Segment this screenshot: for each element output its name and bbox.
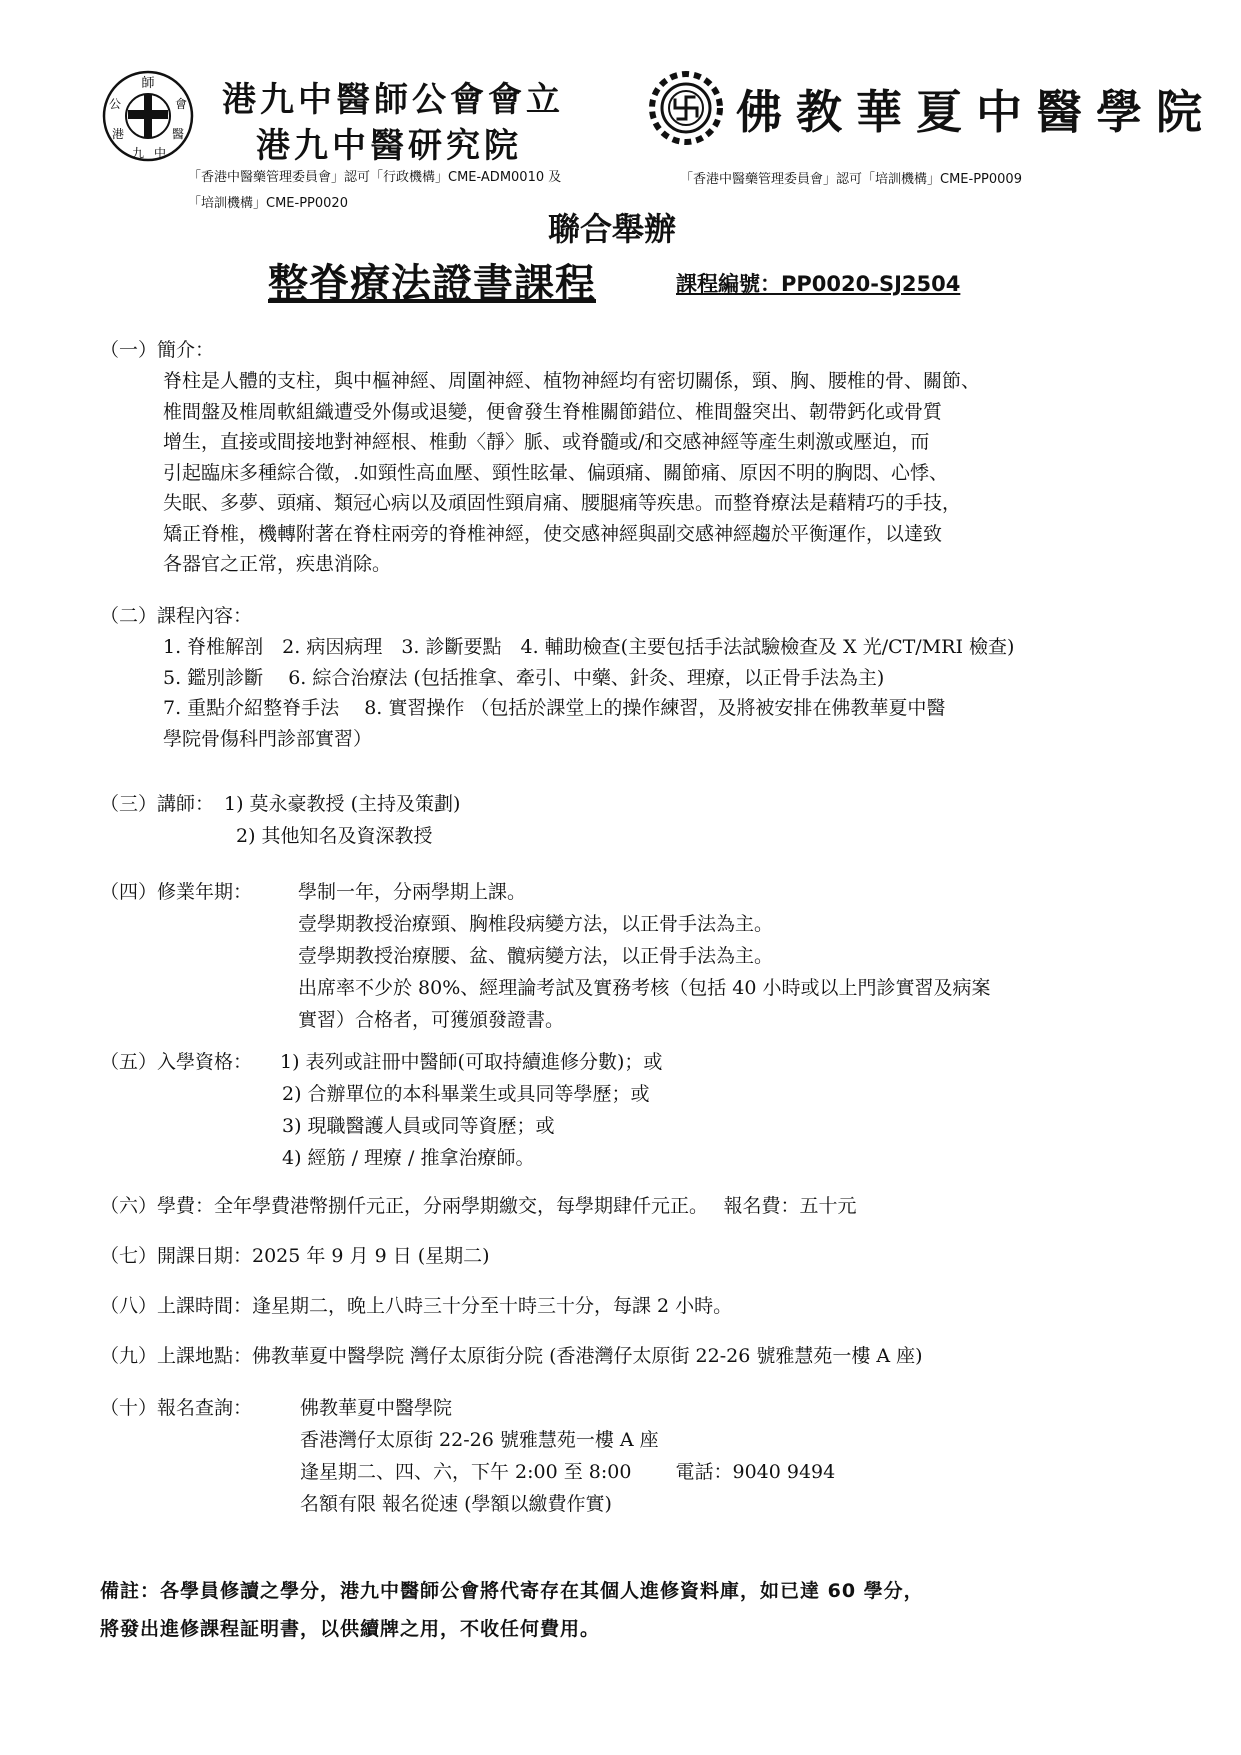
course-content-line: 7. 重點介紹整脊手法 8. 實習操作 （包括於課堂上的操作練習，及將被安排在佛教華夏中醫 [163,697,946,719]
section-7-start-date: （七）開課日期：2025 年 9 月 9 日 (星期二) [100,1245,490,1267]
left-org-title-line1: 港九中醫師公會會立 [222,80,564,120]
admission-item: 3) 現職醫護人員或同等資歷；或 [282,1115,555,1137]
seal-icon [100,68,196,164]
logo-char: 港 [111,127,125,141]
remark-line: 備註：各學員修讀之學分，港九中醫師公會將代寄存在其個人進修資料庫，如已達 60 學分， [100,1580,924,1602]
intro-line: 增生，直接或間接地對神經根、椎動〈靜〉脈、或脊髓或/和交感神經等產生刺激或壓迫，而 [163,431,930,453]
enquiry-line: 名額有限 報名從速 (學額以繳費作實) [300,1493,612,1515]
left-logo [100,68,196,164]
course-content-line: 1. 脊椎解剖 2. 病因病理 3. 診斷要點 4. 輔助檢查(主要包括手法試驗檢查及 X 光/CT/MRI 檢查) [163,636,1015,658]
section-10-body [300,1392,1160,1520]
intro-line: 失眠、多夢、頭痛、類冠心病以及頑固性頸肩痛、腰腿痛等疾患。而整脊療法是藉精巧的手技， [163,492,962,514]
logo-char: 醫 [171,127,185,141]
admission-item: 4) 經筋 / 理療 / 推拿治療師。 [282,1147,535,1169]
right-org-title: 佛教華夏中醫學院 [736,85,1216,139]
intro-line: 矯正脊椎，機轉附著在脊柱兩旁的脊椎神經，使交感神經與副交感神經趨於平衡運作，以達致 [163,522,943,545]
logo-char: 九 [131,146,145,160]
intro-line: 各器官之正常，疾患消除。 [163,553,392,575]
study-period-line: 壹學期教授治療頸、胸椎段病變方法，以正骨手法為主。 [298,913,774,935]
intro-line: 引起臨床多種綜合徵，.如頸性高血壓、頸性眩暈、偏頭痛、關節痛、原因不明的胸悶、心悸、 [163,461,949,484]
section-1-body [163,366,1163,580]
section-2-body [163,632,1163,754]
admission-item: 2) 合辦單位的本科畢業生或具同等學歷；或 [282,1083,650,1105]
remark [100,1572,1160,1648]
left-org-title-line2: 港九中醫研究院 [256,126,522,166]
lecturer-item: 2) 其他知名及資深教授 [236,825,433,847]
left-cert-line1: 「香港中醫藥管理委員會」認可「行政機構」CME-ADM0010 及 [188,170,562,185]
logo-char: 師 [141,76,155,91]
section-8-class-time: （八）上課時間：逢星期二，晚上八時三十分至十時三十分，每課 2 小時。 [100,1295,733,1317]
intro-line: 脊柱是人體的支柱，與中樞神經、周圍神經、植物神經均有密切關係，頸、胸、腰椎的骨、關節、 [163,370,981,392]
section-1-heading: （一）簡介： [100,339,215,361]
enquiry-line: 佛教華夏中醫學院 [300,1397,453,1419]
lecturer-item: 1) 莫永豪教授 (主持及策劃) [224,793,461,815]
left-cert-line2: 「培訓機構」CME-PP0020 [188,196,348,211]
right-cert: 「香港中醫藥管理委員會」認可「培訓機構」CME-PP0009 [680,172,1022,187]
course-title: 整脊療法證書課程 [268,261,596,307]
section-6-tuition: （六）學費：全年學費港幣捌仟元正，分兩學期繳交，每學期肆仟元正。 報名費：五十元 [100,1195,857,1217]
enquiry-line: 香港灣仔太原街 22-26 號雅慧苑一樓 A 座 [300,1429,659,1451]
course-content-line: 學院骨傷科門診部實習） [163,727,373,750]
logo-char: 公 [108,97,122,111]
remark-line: 將發出進修課程証明書，以供續牌之用，不收任何費用。 [100,1618,601,1640]
joint-organizers: 聯合舉辦 [548,210,677,248]
section-4-body [298,876,1178,1036]
study-period-line: 壹學期教授治療腰、盆、髖病變方法，以正骨手法為主。 [298,945,774,967]
course-content-line: 5. 鑑別診斷 6. 綜合治療法 (包括推拿、牽引、中藥、針灸、理療，以正骨手法為主) [163,666,885,689]
section-2-heading: （二）課程內容： [100,605,253,627]
section-5-heading: （五）入學資格： [100,1051,253,1073]
intro-line: 椎間盤及椎周軟組織遭受外傷或退變，便會發生脊椎關節錯位、椎間盤突出、韌帶鈣化或骨質 [163,400,943,423]
section-9-venue: （九）上課地點：佛教華夏中醫學院 灣仔太原街分院 (香港灣仔太原街 22-26 號雅慧苑一樓 A 座) [100,1345,923,1367]
section-4-heading: （四）修業年期： [100,881,253,903]
study-period-line: 學制一年，分兩學期上課。 [298,881,527,903]
logo-char: 中 [153,146,167,160]
study-period-line: 實習）合格者，可獲頒發證書。 [298,1009,565,1031]
course-code: 課程編號：PP0020-SJ2504 [676,272,961,296]
dharma-wheel-icon [646,68,726,148]
section-10-heading: （十）報名查詢： [100,1397,253,1419]
section-3-heading: （三）講師： [100,793,215,815]
study-period-line: 出席率不少於 80%、經理論考試及實務考核（包括 40 小時或以上門診實習及病案 [298,977,991,999]
enquiry-line: 逢星期二、四、六，下午 2:00 至 8:00 電話：9040 9494 [300,1461,836,1483]
admission-item: 1) 表列或註冊中醫師(可取持續進修分數)；或 [280,1051,663,1073]
section-5-body [280,1046,1160,1174]
logo-char: 會 [174,97,188,111]
right-logo [646,68,726,148]
